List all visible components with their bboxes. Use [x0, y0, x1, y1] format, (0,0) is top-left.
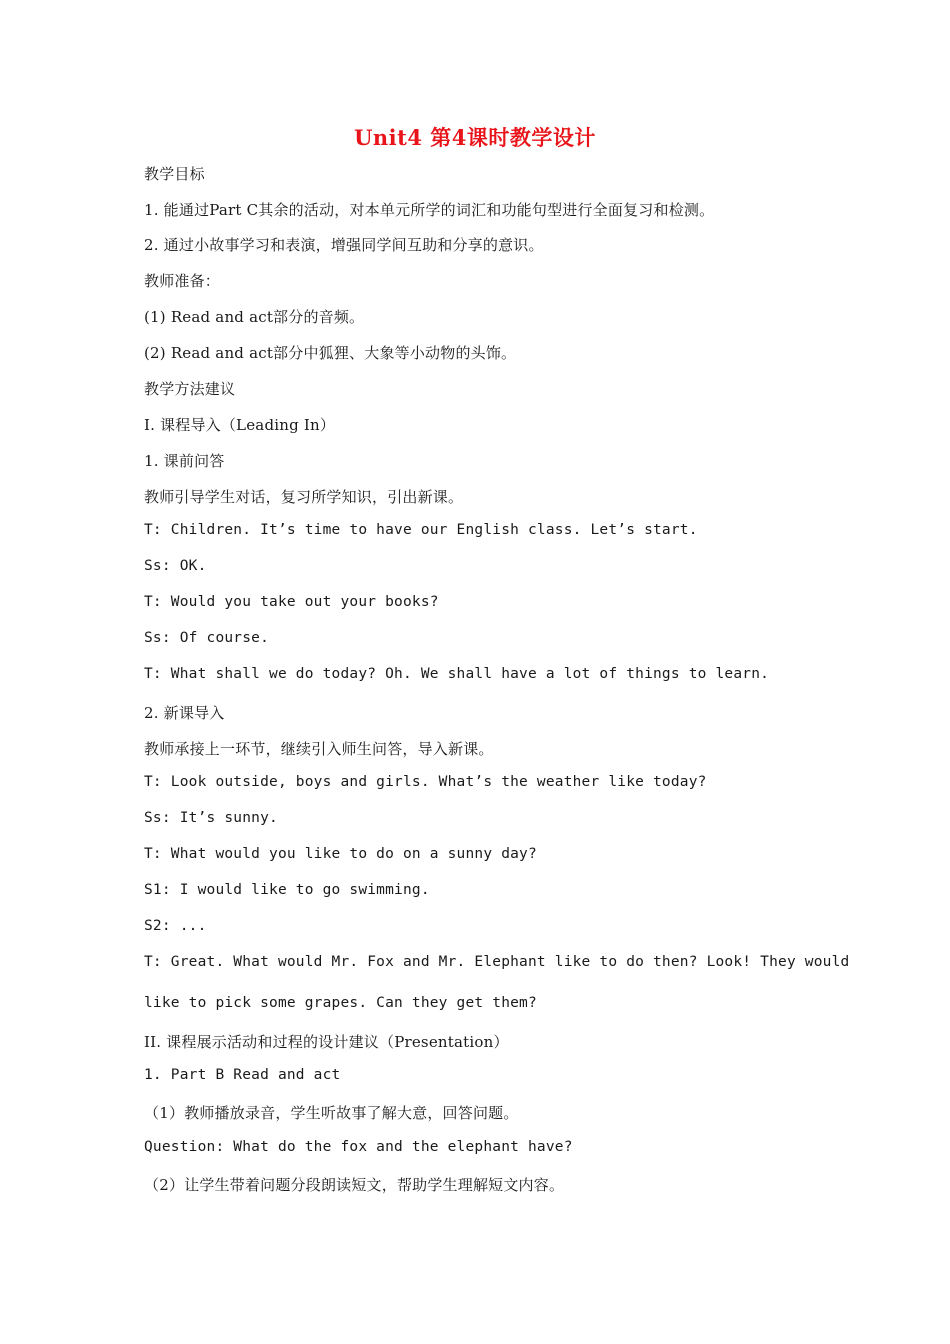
dialogue-line: S1: I would like to go swimming.	[144, 882, 430, 898]
dialogue-line: Ss: Of course.	[144, 630, 270, 646]
section-heading-preparation: 教师准备：	[144, 272, 221, 290]
dialogue-line: S2: ...	[144, 918, 207, 934]
dialogue-line: T: Would you take out your books?	[144, 594, 439, 610]
subheading-warm-up: 1. 课前问答	[144, 452, 225, 470]
step-item-2: （2）让学生带着问题分段朗读短文，帮助学生理解短文内容。	[144, 1176, 565, 1194]
subheading-presentation: II. 课程展示活动和过程的设计建议（Presentation）	[144, 1033, 509, 1051]
objective-item-2: 2. 通过小故事学习和表演，增强同学间互助和分享的意识。	[144, 236, 544, 254]
preparation-item-1: (1) Read and act部分的音频。	[144, 308, 365, 326]
subheading-new-lesson: 2. 新课导入	[144, 704, 225, 722]
dialogue-line: T: Look outside, boys and girls. What’s the weather like today?	[144, 774, 707, 790]
question-line: Question: What do the fox and the elephant have?	[144, 1139, 573, 1155]
dialogue-line: T: Great. What would Mr. Fox and Mr. Elephant like to do then? Look! They would	[144, 954, 850, 970]
document-title: Unit4 第4课时教学设计	[354, 125, 596, 150]
dialogue-line: like to pick some grapes. Can they get them?	[144, 995, 537, 1011]
section-heading-objectives: 教学目标	[144, 165, 205, 183]
section-heading-methods: 教学方法建议	[144, 380, 236, 398]
step-item-1: （1）教师播放录音，学生听故事了解大意，回答问题。	[144, 1104, 519, 1122]
preparation-item-2: (2) Read and act部分中狐狸、大象等小动物的头饰。	[144, 344, 517, 362]
dialogue-line: Ss: It’s sunny.	[144, 810, 278, 826]
subheading-leading-in: I. 课程导入（Leading In）	[144, 416, 336, 434]
dialogue-line: Ss: OK.	[144, 558, 207, 574]
dialogue-line: T: What would you like to do on a sunny day?	[144, 846, 537, 862]
dialogue-line: T: What shall we do today? Oh. We shall have a lot of things to learn.	[144, 666, 770, 682]
dialogue-line: T: Children. It’s time to have our English class. Let’s start.	[144, 522, 698, 538]
objective-item-1: 1. 能通过Part C其余的活动，对本单元所学的词汇和功能句型进行全面复习和检测。	[144, 201, 715, 219]
paragraph-text: 教师引导学生对话，复习所学知识，引出新课。	[144, 488, 464, 506]
paragraph-text: 教师承接上一环节，继续引入师生问答，导入新课。	[144, 740, 494, 758]
subheading-read-and-act: 1. Part B Read and act	[144, 1067, 341, 1083]
